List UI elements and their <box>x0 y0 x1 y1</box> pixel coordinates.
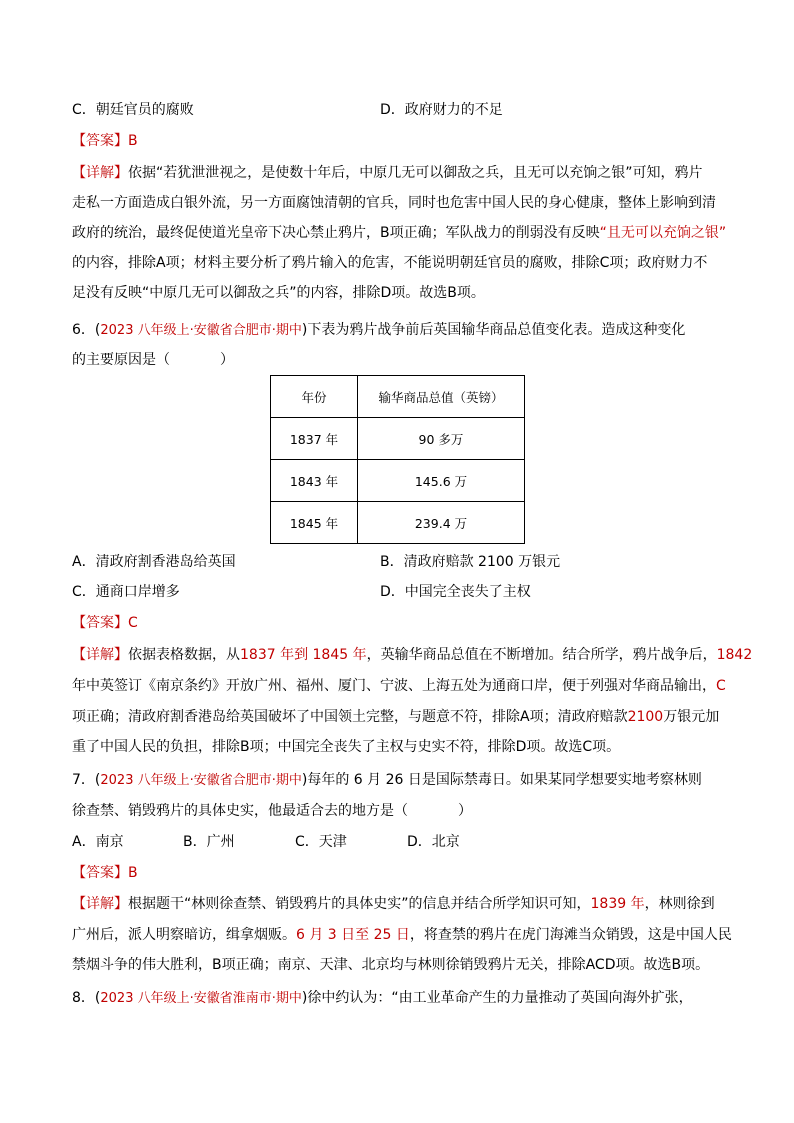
stem-text: ） <box>220 352 234 368</box>
stem-text: ） <box>458 803 472 819</box>
q6-detail-line <box>72 645 752 665</box>
detail-text: 依据表格数据，从 <box>128 647 240 663</box>
stem-text: 徐查禁、销毁鸦片的具体史实，他最适合去的地方是（ <box>72 803 408 819</box>
q6-option-c: C．通商口岸增多 <box>72 584 180 600</box>
detail-text: 根据题干“林则徐查禁、销毁鸦片的具体史实”的信息并结合所学知识可知， <box>128 896 591 912</box>
q6-detail-line <box>72 737 620 757</box>
table-row <box>271 502 525 544</box>
detail-tag: 【详解】 <box>72 165 128 181</box>
q7-option-a: A．南京 <box>72 834 124 850</box>
q7-stem <box>72 770 702 791</box>
table-header: 输华商品总值（英镑） <box>358 376 525 418</box>
detail-text: 万银元加 <box>663 709 720 725</box>
q7-stem <box>72 801 472 821</box>
table-header-row <box>271 376 525 418</box>
q7-option-b: B．广州 <box>183 834 235 850</box>
question-source: 2023 八年级上·安徽省合肥市·期中 <box>100 323 302 338</box>
q5-detail-line <box>72 223 726 243</box>
table-cell: 1837 年 <box>271 418 358 460</box>
question-number: 7．( <box>72 772 101 788</box>
q5-option-d: D．政府财力的不足 <box>380 102 503 118</box>
detail-text: 足没有反映“中原几无可以御敌之兵”的内容，排除D项。故选B项。 <box>72 285 485 301</box>
detail-tag: 【详解】 <box>72 896 128 912</box>
q6-option-a: A．清政府割香港岛给英国 <box>72 554 236 570</box>
q5-detail-line <box>72 193 716 213</box>
stem-text: )徐中约认为：“由工业革命产生的力量推动了英国向海外扩张， <box>301 990 693 1006</box>
table-cell: 1845 年 <box>271 502 358 544</box>
q6-stem <box>72 320 685 341</box>
q5-option-c: C．朝廷官员的腐败 <box>72 102 194 118</box>
detail-text: 项正确；清政府割香港岛给英国破坏了中国领土完整，与题意不符，排除A项；清政府赔款 <box>72 709 628 725</box>
q7-option-d: D．北京 <box>407 834 460 850</box>
q7-detail-line <box>72 955 709 975</box>
detail-highlight: “且无可以充饷之银” <box>599 225 727 241</box>
detail-highlight: 2100 <box>627 709 664 725</box>
q7-detail-line <box>72 925 732 945</box>
answer-tag: 【答案】 <box>72 615 128 631</box>
detail-text: 禁烟斗争的伟大胜利，B项正确；南京、天津、北京均与林则徐销毁鸦片无关，排除ACD项。故选B项。 <box>72 957 710 973</box>
detail-text: 走私一方面造成白银外流，另一方面腐蚀清朝的官兵，同时也危害中国人民的身心健康，整体上影响到清 <box>72 195 716 211</box>
question-source: 2023 八年级上·安徽省淮南市·期中 <box>100 991 302 1006</box>
detail-text: 年中英签订《南京条约》开放广州、福州、厦门、宁波、上海五处为通商口岸，便于列强对华商品输出， <box>72 678 716 694</box>
detail-highlight: 1842 <box>716 647 753 663</box>
table-cell: 1843 年 <box>271 460 358 502</box>
detail-text: 广州后，派人明察暗访，缉拿烟贩。 <box>72 927 296 943</box>
detail-highlight: C <box>716 678 726 694</box>
export-value-table <box>270 375 525 544</box>
q6-option-b: B．清政府赔款 2100 万银元 <box>380 554 561 570</box>
table-header: 年份 <box>271 376 358 418</box>
detail-text: 政府的统治，最终促使道光皇帝下决心禁止鸦片，B项正确；军队战力的削弱没有反映 <box>72 225 600 241</box>
detail-highlight: 1839 年 <box>590 896 645 912</box>
detail-tag: 【详解】 <box>72 647 128 663</box>
q7-answer <box>72 863 138 883</box>
detail-text: ，林则徐到 <box>644 896 715 912</box>
detail-text: 重了中国人民的负担，排除B项；中国完全丧失了主权与史实不符，排除D项。故选C项。 <box>72 739 621 755</box>
answer-value: B <box>128 133 138 149</box>
q8-stem <box>72 988 693 1009</box>
table-cell: 90 多万 <box>358 418 525 460</box>
detail-highlight: 6 月 3 日至 25 日 <box>296 927 410 943</box>
question-source: 2023 八年级上·安徽省合肥市·期中 <box>100 773 302 788</box>
table-row <box>271 460 525 502</box>
question-number: 8．( <box>72 990 101 1006</box>
table-cell: 145.6 万 <box>358 460 525 502</box>
q5-detail-line <box>72 253 707 273</box>
detail-text: ，将查禁的鸦片在虎门海滩当众销毁，这是中国人民 <box>409 927 732 943</box>
stem-text: )每年的 6 月 26 日是国际禁毒日。如果某同学想要实地考察林则 <box>301 772 702 788</box>
detail-text: 的内容，排除A项；材料主要分析了鸦片输入的危害，不能说明朝廷官员的腐败，排除C项；政府财力不 <box>72 255 708 271</box>
q5-answer <box>72 131 138 151</box>
answer-tag: 【答案】 <box>72 865 128 881</box>
table-row <box>271 418 525 460</box>
answer-value: C <box>128 615 138 631</box>
detail-highlight: 1837 年到 1845 年 <box>240 647 367 663</box>
q5-detail-line <box>72 283 485 303</box>
q6-option-d: D．中国完全丧失了主权 <box>380 584 531 600</box>
question-number: 6．( <box>72 322 101 338</box>
table-cell: 239.4 万 <box>358 502 525 544</box>
q6-stem <box>72 350 234 370</box>
q7-option-c: C．天津 <box>295 834 347 850</box>
detail-text: ，英输华商品总值在不断增加。结合所学，鸦片战争后， <box>366 647 717 663</box>
q6-detail-line <box>72 707 719 727</box>
q6-detail-line <box>72 676 726 696</box>
q6-answer <box>72 613 138 633</box>
stem-text: 的主要原因是（ <box>72 352 170 368</box>
answer-tag: 【答案】 <box>72 133 128 149</box>
stem-text: )下表为鸦片战争前后英国输华商品总值变化表。造成这种变化 <box>301 322 686 338</box>
q5-detail-line <box>72 163 703 183</box>
answer-value: B <box>128 865 138 881</box>
detail-text: 依据“若犹泄泄视之，是使数十年后，中原几无可以御敌之兵，且无可以充饷之银”可知，鸦片 <box>128 165 703 181</box>
q7-detail-line <box>72 894 715 914</box>
